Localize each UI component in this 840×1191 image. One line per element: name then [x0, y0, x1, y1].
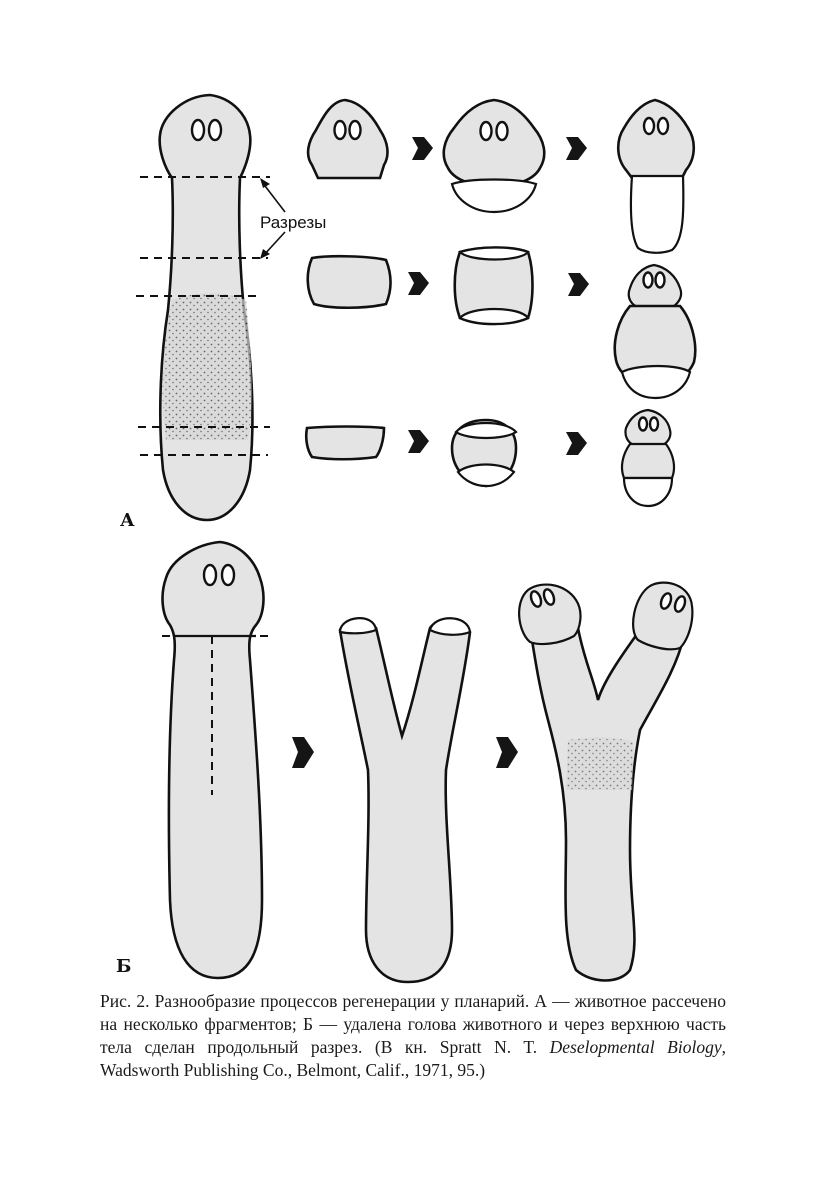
worm-b-two-headed: [519, 583, 692, 981]
arrow-r2-1: [408, 272, 429, 295]
row2-fragment: [308, 256, 391, 307]
cuts-label-group: [260, 178, 326, 259]
arrow-r3-2: [566, 432, 587, 455]
right-head: [633, 583, 692, 650]
row3-regenerating: [452, 420, 516, 486]
panel-a-letter: А: [120, 510, 135, 531]
row1-head-fragment: [308, 100, 387, 178]
arrow-r1-2: [566, 137, 587, 160]
worm-b-cut: [162, 542, 268, 978]
arrow-r2-2: [568, 273, 589, 296]
arrow-b-2: [496, 737, 518, 768]
arrow-r1-1: [412, 137, 433, 160]
worm-a-eye-left: [192, 120, 204, 140]
arrow-b-1: [292, 737, 314, 768]
panel-b-letter: Б: [116, 956, 132, 977]
cuts-label: Разрезы: [260, 213, 327, 232]
arrow-r3-1: [408, 430, 429, 453]
row1-head-regenerated: [618, 100, 694, 253]
row2-regenerating: [455, 248, 533, 325]
row1-head-regenerating: [444, 100, 545, 212]
worm-a-dense-zone: [163, 293, 252, 440]
row3-fragment: [306, 427, 384, 460]
caption-text-2: , Wadsworth Publishing Co., Belmont, Calif., 1971, 95.): [100, 1037, 726, 1080]
worm-b-split-regenerating: [340, 618, 470, 982]
row3-regenerated: [622, 410, 674, 506]
worm-b-body: [163, 542, 264, 978]
row2-regenerated: [615, 265, 695, 398]
worm-a-whole: [160, 95, 253, 520]
worm-a-eye-right: [209, 120, 221, 140]
caption-text-1: Рис. 2. Разнообразие процессов регенерации у планарий. А — животное рассечено на несколько фрагментов; Б — удалена голова животного и через верхнюю часть тела сделан продольный разрез. (В кн. Spratt N. T.: [100, 991, 726, 1057]
caption-book-title: Deselopmental Biology: [549, 1037, 722, 1057]
figure-caption: [100, 990, 726, 1082]
